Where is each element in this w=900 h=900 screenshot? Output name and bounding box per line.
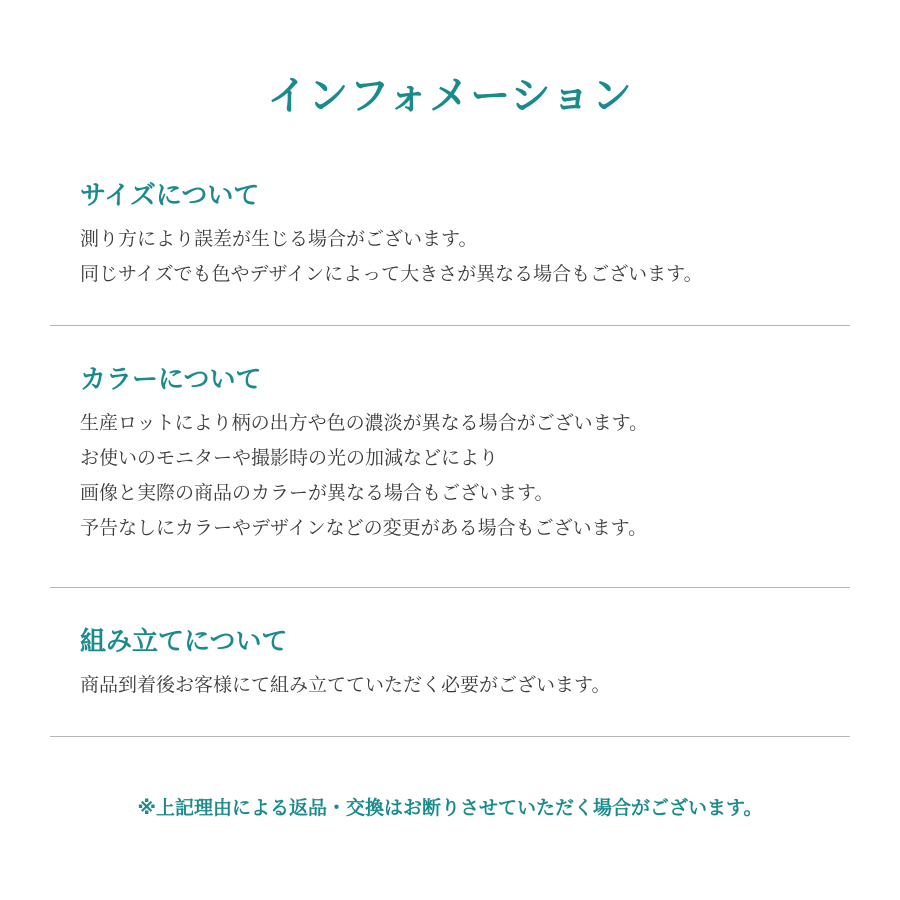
page-title: インフォメーション	[267, 73, 633, 119]
section-size	[80, 178, 860, 292]
divider	[50, 736, 850, 737]
section-body-assembly	[80, 668, 860, 703]
divider	[50, 325, 850, 326]
section-heading-assembly: 組み立てについて	[80, 627, 288, 657]
section-heading-color: カラーについて	[80, 365, 262, 395]
section-text-line: 商品到着後お客様にて組み立てていただく必要がございます。	[80, 674, 611, 696]
section-color	[80, 362, 860, 546]
section-body-size	[80, 222, 860, 292]
section-text-line: 生産ロットにより柄の出方や色の濃淡が異なる場合がございます。	[80, 412, 649, 434]
section-text-line: お使いのモニターや撮影時の光の加減などにより	[80, 447, 499, 469]
section-text-line: 測り方により誤差が生じる場合がございます。	[80, 228, 478, 250]
section-assembly	[80, 624, 860, 703]
section-heading-size: サイズについて	[80, 181, 260, 211]
footer-note: ※上記理由による返品・交換はお断りさせていただく場合がございます。	[137, 797, 763, 819]
divider	[50, 587, 850, 588]
section-text-line: 画像と実際の商品のカラーが異なる場合もございます。	[80, 482, 554, 504]
section-text-line: 同じサイズでも色やデザインによって大きさが異なる場合もございます。	[80, 263, 703, 285]
section-text-line: 予告なしにカラーやデザインなどの変更がある場合もございます。	[80, 517, 648, 539]
section-body-color	[80, 406, 860, 546]
